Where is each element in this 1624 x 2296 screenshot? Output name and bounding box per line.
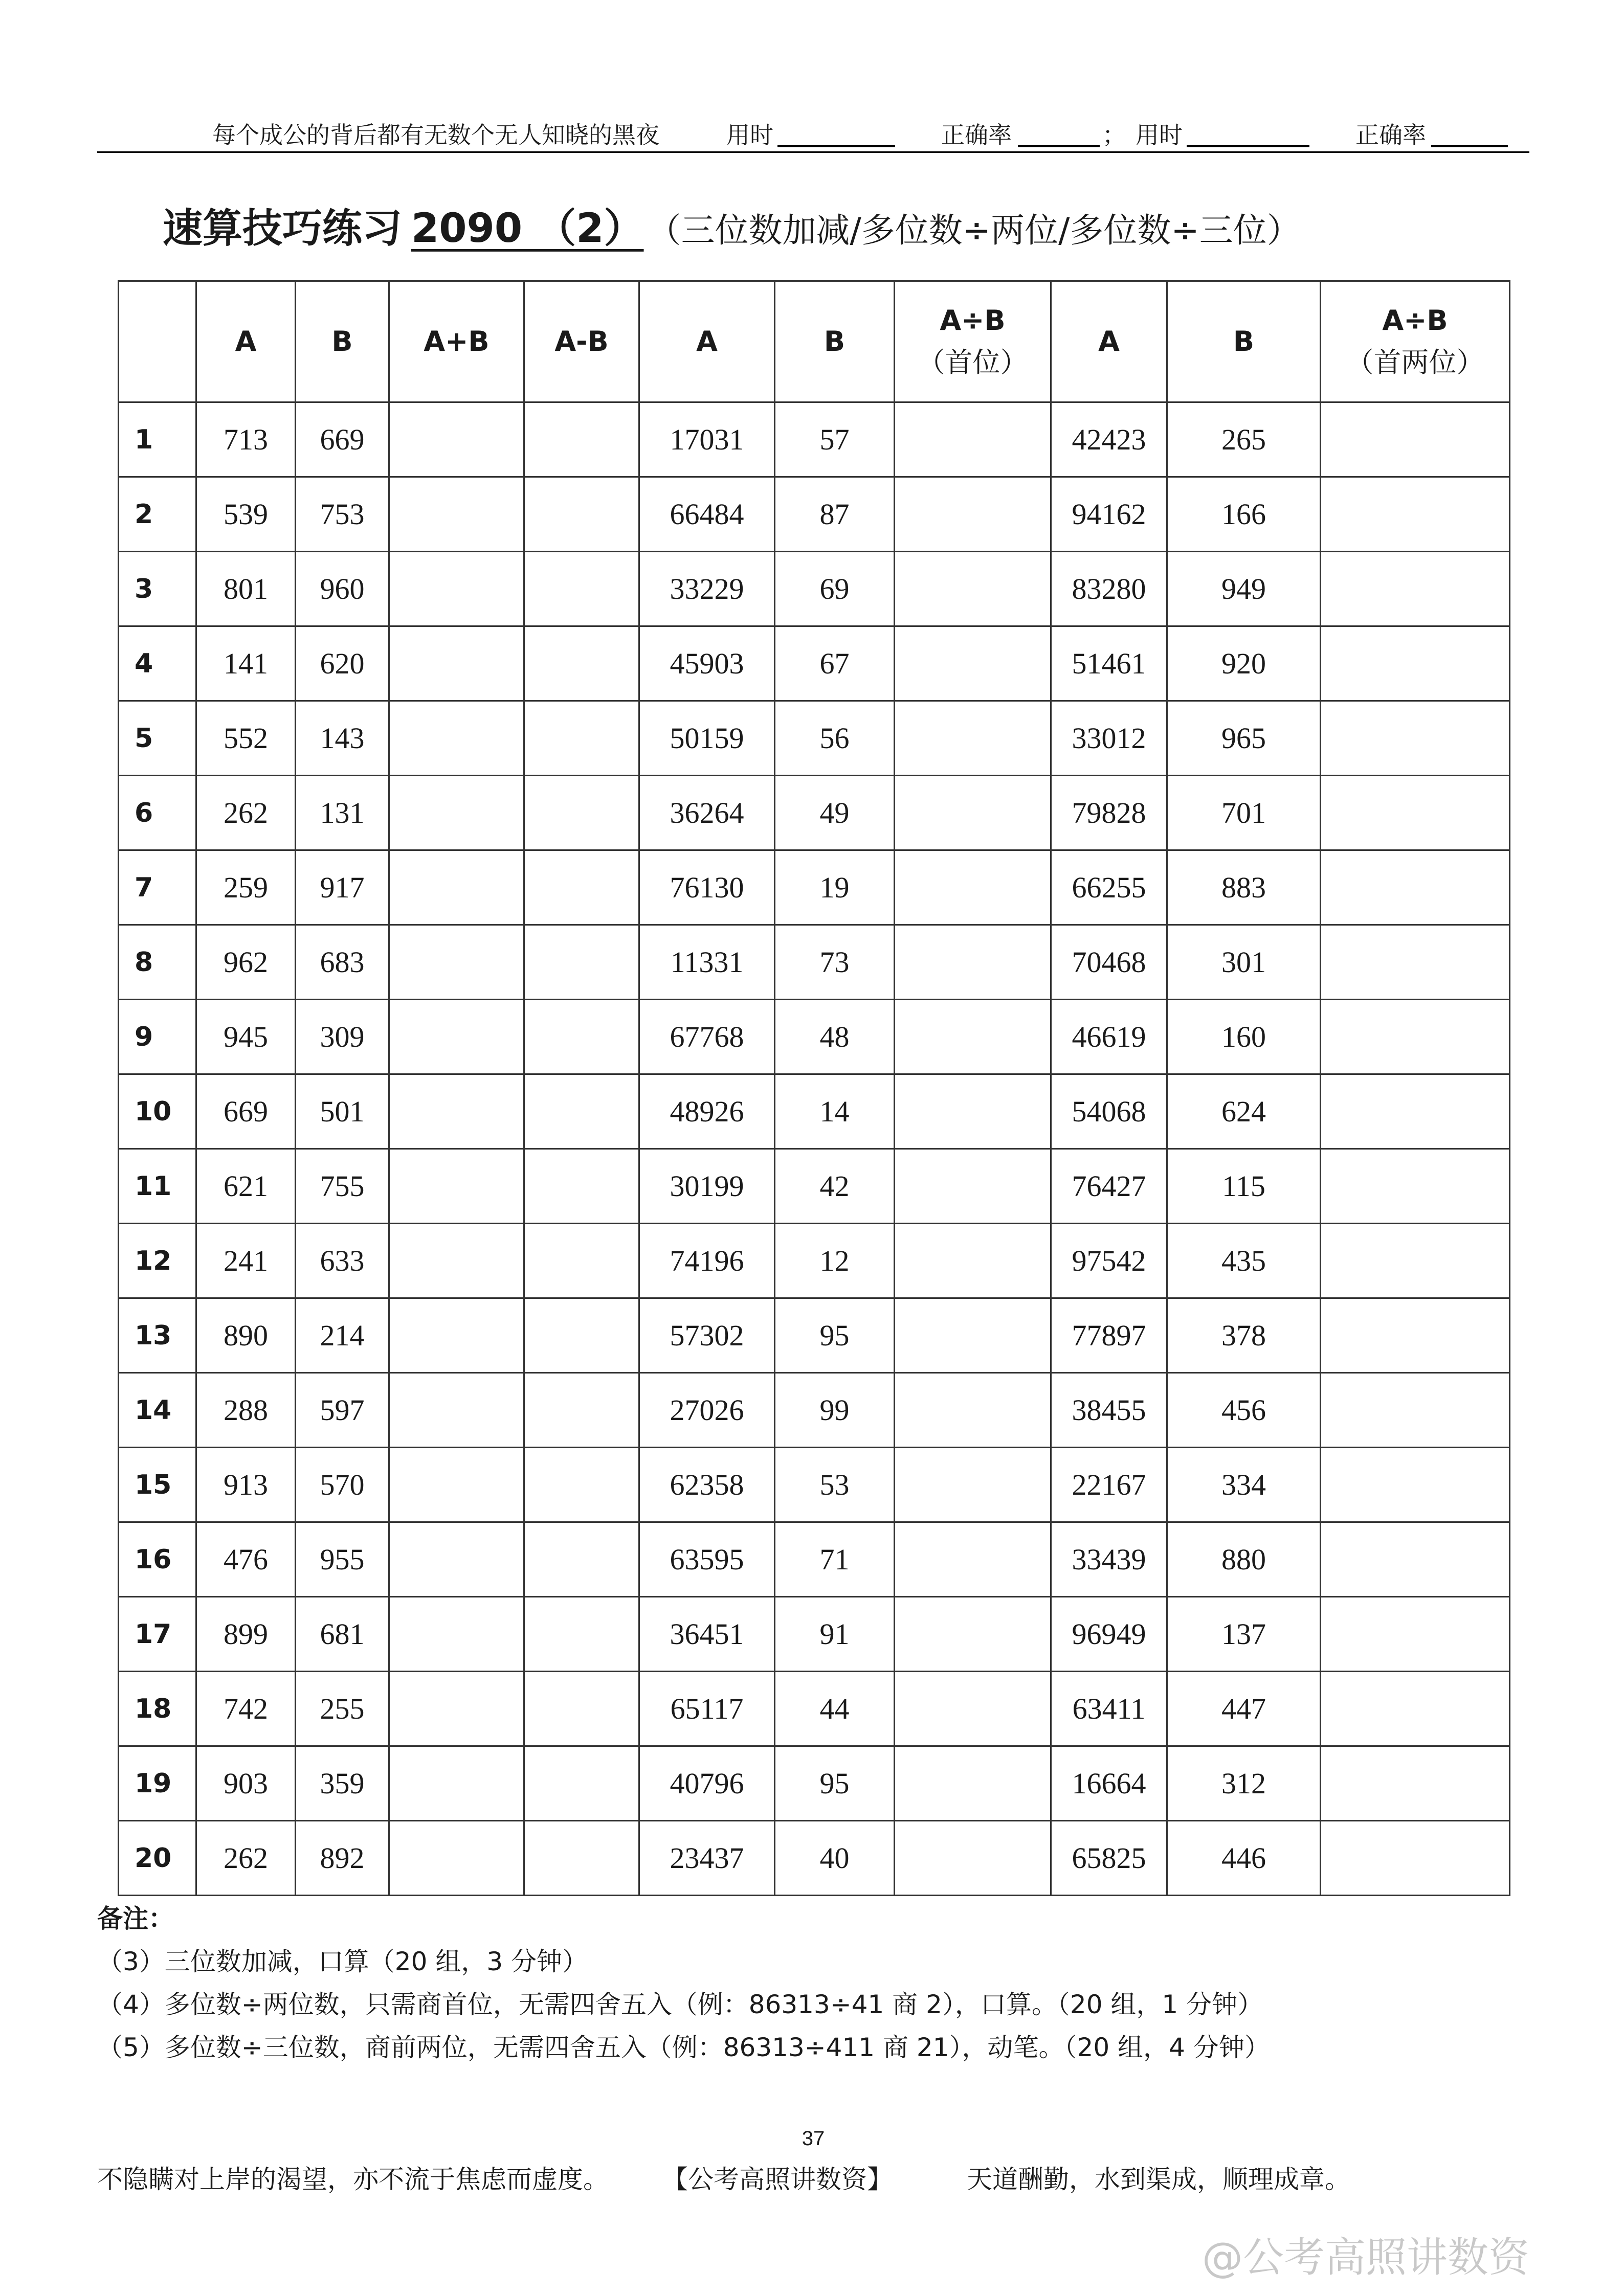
header-div1 [895,281,1051,402]
header-motto: 每个成公的背后都有无数个无人知晓的黑夜 [212,121,659,149]
cell-b1: 597 [296,1373,389,1448]
answer-div1-cell[interactable] [895,626,1051,701]
cell-b2: 40 [775,1821,895,1896]
cell-b3: 312 [1167,1746,1321,1821]
title-main: 速算技巧练习 [163,206,403,252]
cell-a3: 63411 [1051,1672,1167,1746]
cell-a2: 30199 [639,1149,775,1224]
cell-b2: 95 [775,1298,895,1373]
answer-sum-cell[interactable] [389,1522,524,1597]
cell-a3: 79828 [1051,776,1167,850]
cell-a2: 74196 [639,1224,775,1298]
header-div1-line2: （首位） [917,346,1028,378]
row-index: 4 [119,626,196,701]
header-div2-line1: A÷B [1382,304,1448,336]
row-index: 8 [119,925,196,1000]
answer-div2-cell[interactable] [1321,925,1510,1000]
cell-a3: 51461 [1051,626,1167,701]
cell-a3: 46619 [1051,1000,1167,1074]
cell-a1: 241 [196,1224,296,1298]
row-index: 12 [119,1224,196,1298]
cell-a3: 97542 [1051,1224,1167,1298]
table-row [119,1074,1510,1149]
header-a2: A [639,281,775,402]
cell-a2: 66484 [639,477,775,552]
table-row [119,1597,1510,1672]
cell-b2: 71 [775,1522,895,1597]
answer-diff-cell[interactable] [524,1522,639,1597]
table-row [119,1821,1510,1896]
cell-a3: 96949 [1051,1597,1167,1672]
row-index: 19 [119,1746,196,1821]
answer-sum-cell[interactable] [389,776,524,850]
answer-sum-cell[interactable] [389,1373,524,1448]
cell-b2: 56 [775,701,895,776]
table-row [119,477,1510,552]
accuracy-blank-2[interactable] [1431,145,1508,147]
cell-a2: 48926 [639,1074,775,1149]
answer-div2-cell[interactable] [1321,477,1510,552]
row-index: 20 [119,1821,196,1896]
header-div1-line1: A÷B [940,304,1006,336]
table-row [119,776,1510,850]
answer-diff-cell[interactable] [524,1000,639,1074]
cell-b1: 633 [296,1224,389,1298]
answer-div1-cell[interactable] [895,776,1051,850]
cell-a1: 476 [196,1522,296,1597]
table-body [119,402,1510,1896]
cell-a3: 77897 [1051,1298,1167,1373]
answer-div1-cell[interactable] [895,1746,1051,1821]
cell-a1: 801 [196,552,296,626]
cell-b3: 447 [1167,1672,1321,1746]
header-sum: A+B [389,281,524,402]
answer-div1-cell[interactable] [895,701,1051,776]
cell-b3: 115 [1167,1149,1321,1224]
answer-sum-cell[interactable] [389,1000,524,1074]
answer-sum-cell[interactable] [389,1821,524,1896]
answer-sum-cell[interactable] [389,1149,524,1224]
cell-b2: 12 [775,1224,895,1298]
cell-b1: 570 [296,1448,389,1522]
answer-sum-cell[interactable] [389,1074,524,1149]
page-header [97,114,1529,156]
answer-sum-cell[interactable] [389,701,524,776]
answer-div2-cell[interactable] [1321,1821,1510,1896]
answer-div2-cell[interactable] [1321,552,1510,626]
page-footer [97,2159,1529,2200]
cell-b3: 880 [1167,1522,1321,1597]
header-separator: ； [1102,121,1126,149]
answer-div2-cell[interactable] [1321,1000,1510,1074]
answer-div1-cell[interactable] [895,1522,1051,1597]
cell-b2: 87 [775,477,895,552]
answer-div2-cell[interactable] [1321,1597,1510,1672]
row-index: 14 [119,1373,196,1448]
cell-a1: 259 [196,850,296,925]
answer-sum-cell[interactable] [389,925,524,1000]
answer-div2-cell[interactable] [1321,1373,1510,1448]
answer-sum-cell[interactable] [389,1448,524,1522]
answer-diff-cell[interactable] [524,1746,639,1821]
answer-div2-cell[interactable] [1321,1522,1510,1597]
cell-a1: 552 [196,701,296,776]
answer-diff-cell[interactable] [524,701,639,776]
cell-b2: 57 [775,402,895,477]
cell-b2: 95 [775,1746,895,1821]
cell-b2: 73 [775,925,895,1000]
cell-b2: 69 [775,552,895,626]
cell-a2: 65117 [639,1672,775,1746]
header-rule [97,151,1529,153]
answer-div1-cell[interactable] [895,1597,1051,1672]
accuracy-label-1: 正确率 [941,121,1012,149]
cell-a1: 899 [196,1597,296,1672]
answer-div2-cell[interactable] [1321,776,1510,850]
cell-b3: 137 [1167,1597,1321,1672]
table-row [119,1522,1510,1597]
row-index: 11 [119,1149,196,1224]
title-number: 2090 （2） [411,206,644,252]
table-row [119,1000,1510,1074]
row-index: 17 [119,1597,196,1672]
header-index [119,281,196,402]
answer-div1-cell[interactable] [895,1074,1051,1149]
cell-b2: 19 [775,850,895,925]
cell-a3: 76427 [1051,1149,1167,1224]
cell-b3: 456 [1167,1373,1321,1448]
cell-b3: 334 [1167,1448,1321,1522]
cell-a1: 945 [196,1000,296,1074]
cell-b3: 446 [1167,1821,1321,1896]
cell-a1: 713 [196,402,296,477]
table-row [119,1448,1510,1522]
cell-b3: 949 [1167,552,1321,626]
title-subtitle: （三位数加减/多位数÷两位/多位数÷三位） [664,211,1301,250]
answer-sum-cell[interactable] [389,1597,524,1672]
cell-b1: 255 [296,1672,389,1746]
cell-b1: 917 [296,850,389,925]
footer-right: 天道酬勤，水到渠成，顺理成章。 [967,2165,1350,2194]
note-item: （3）三位数加减，口算（20 组，3 分钟） [97,1947,588,1976]
cell-a1: 903 [196,1746,296,1821]
cell-b3: 435 [1167,1224,1321,1298]
cell-a3: 83280 [1051,552,1167,626]
cell-b1: 683 [296,925,389,1000]
notes-label: 备注： [97,1904,174,1933]
answer-div2-cell[interactable] [1321,701,1510,776]
cell-b1: 501 [296,1074,389,1149]
cell-a2: 62358 [639,1448,775,1522]
cell-b1: 214 [296,1298,389,1373]
page-number: 37 [802,2127,825,2150]
answer-diff-cell[interactable] [524,1298,639,1373]
answer-sum-cell[interactable] [389,626,524,701]
cell-a3: 54068 [1051,1074,1167,1149]
answer-div2-cell[interactable] [1321,402,1510,477]
cell-b1: 131 [296,776,389,850]
answer-div2-cell[interactable] [1321,1224,1510,1298]
cell-b1: 681 [296,1597,389,1672]
answer-diff-cell[interactable] [524,477,639,552]
cell-a1: 669 [196,1074,296,1149]
answer-div2-cell[interactable] [1321,626,1510,701]
answer-sum-cell[interactable] [389,477,524,552]
answer-div1-cell[interactable] [895,1821,1051,1896]
cell-a1: 890 [196,1298,296,1373]
cell-b3: 701 [1167,776,1321,850]
cell-b3: 965 [1167,701,1321,776]
note-item: （5）多位数÷三位数，商前两位，无需四舍五入（例：86313÷411 商 21），动笔。（20 组，4 分钟） [97,2033,1270,2062]
answer-div1-cell[interactable] [895,925,1051,1000]
cell-a1: 913 [196,1448,296,1522]
answer-diff-cell[interactable] [524,1821,639,1896]
row-index: 1 [119,402,196,477]
answer-div2-cell[interactable] [1321,850,1510,925]
cell-a1: 262 [196,776,296,850]
header-b1: B [296,281,389,402]
row-index: 10 [119,1074,196,1149]
row-index: 7 [119,850,196,925]
answer-diff-cell[interactable] [524,1373,639,1448]
table-row [119,1746,1510,1821]
answer-diff-cell[interactable] [524,1448,639,1522]
cell-a1: 962 [196,925,296,1000]
answer-diff-cell[interactable] [524,1074,639,1149]
cell-b3: 624 [1167,1074,1321,1149]
row-index: 6 [119,776,196,850]
answer-div1-cell[interactable] [895,1000,1051,1074]
row-index: 3 [119,552,196,626]
cell-b2: 49 [775,776,895,850]
cell-a1: 141 [196,626,296,701]
cell-a3: 66255 [1051,850,1167,925]
cell-a3: 16664 [1051,1746,1167,1821]
cell-a1: 288 [196,1373,296,1448]
answer-div2-cell[interactable] [1321,1149,1510,1224]
cell-b1: 753 [296,477,389,552]
answer-sum-cell[interactable] [389,1746,524,1821]
cell-b2: 48 [775,1000,895,1074]
cell-b3: 378 [1167,1298,1321,1373]
cell-a2: 33229 [639,552,775,626]
answer-div1-cell[interactable] [895,1298,1051,1373]
cell-a3: 38455 [1051,1373,1167,1448]
cell-b2: 67 [775,626,895,701]
page-title [163,200,1301,257]
cell-b2: 44 [775,1672,895,1746]
answer-diff-cell[interactable] [524,1597,639,1672]
time-label-1: 用时 [726,121,773,149]
table-row [119,1224,1510,1298]
footer-left: 不隐瞒对上岸的渴望，亦不流于焦虑而虚度。 [97,2165,609,2194]
row-index: 15 [119,1448,196,1522]
cell-b3: 883 [1167,850,1321,925]
cell-b3: 301 [1167,925,1321,1000]
table-row [119,626,1510,701]
row-index: 16 [119,1522,196,1597]
cell-a1: 621 [196,1149,296,1224]
accuracy-blank-1[interactable] [1018,145,1100,147]
cell-b1: 309 [296,1000,389,1074]
cell-a3: 22167 [1051,1448,1167,1522]
answer-diff-cell[interactable] [524,850,639,925]
cell-b1: 359 [296,1746,389,1821]
row-index: 9 [119,1000,196,1074]
cell-a3: 94162 [1051,477,1167,552]
answer-div2-cell[interactable] [1321,1672,1510,1746]
answer-div1-cell[interactable] [895,850,1051,925]
cell-a3: 33012 [1051,701,1167,776]
row-index: 18 [119,1672,196,1746]
answer-sum-cell[interactable] [389,1224,524,1298]
accuracy-label-2: 正确率 [1355,121,1426,149]
answer-div1-cell[interactable] [895,1373,1051,1448]
cell-b3: 166 [1167,477,1321,552]
notes-section [97,1897,1540,2069]
cell-a2: 36451 [639,1597,775,1672]
answer-div2-cell[interactable] [1321,1074,1510,1149]
answer-sum-cell[interactable] [389,850,524,925]
header-a3: A [1051,281,1167,402]
cell-b3: 920 [1167,626,1321,701]
answer-diff-cell[interactable] [524,402,639,477]
note-item: （4）多位数÷两位数，只需商首位，无需四舍五入（例：86313÷41 商 2），口算。（20 组，1 分钟） [97,1990,1263,2019]
answer-div1-cell[interactable] [895,1149,1051,1224]
cell-b1: 669 [296,402,389,477]
cell-a1: 539 [196,477,296,552]
cell-b1: 755 [296,1149,389,1224]
cell-b2: 42 [775,1149,895,1224]
cell-b1: 892 [296,1821,389,1896]
table-header-row [119,281,1510,402]
answer-sum-cell[interactable] [389,552,524,626]
cell-b3: 160 [1167,1000,1321,1074]
table-row [119,1373,1510,1448]
answer-sum-cell[interactable] [389,1672,524,1746]
cell-a2: 45903 [639,626,775,701]
answer-div1-cell[interactable] [895,1672,1051,1746]
header-div2-line2: （首两位） [1346,346,1484,378]
cell-b2: 99 [775,1373,895,1448]
cell-b1: 143 [296,701,389,776]
cell-a2: 27026 [639,1373,775,1448]
cell-a2: 23437 [639,1821,775,1896]
row-index: 13 [119,1298,196,1373]
table-row [119,925,1510,1000]
answer-div1-cell[interactable] [895,477,1051,552]
answer-diff-cell[interactable] [524,626,639,701]
cell-b3: 265 [1167,402,1321,477]
header-a1: A [196,281,296,402]
cell-a2: 67768 [639,1000,775,1074]
cell-b1: 955 [296,1522,389,1597]
cell-a2: 57302 [639,1298,775,1373]
cell-a2: 11331 [639,925,775,1000]
cell-a2: 40796 [639,1746,775,1821]
table-row [119,1298,1510,1373]
watermark: @公考高照讲数资 [1202,2234,1529,2281]
answer-div2-cell[interactable] [1321,1746,1510,1821]
time-label-2: 用时 [1136,121,1183,149]
table-row [119,1149,1510,1224]
cell-a2: 50159 [639,701,775,776]
cell-a3: 70468 [1051,925,1167,1000]
cell-a3: 65825 [1051,1821,1167,1896]
cell-a1: 742 [196,1672,296,1746]
cell-a3: 33439 [1051,1522,1167,1597]
answer-diff-cell[interactable] [524,1149,639,1224]
table-row [119,701,1510,776]
answer-div2-cell[interactable] [1321,1448,1510,1522]
answer-diff-cell[interactable] [524,1224,639,1298]
cell-a1: 262 [196,1821,296,1896]
row-index: 2 [119,477,196,552]
header-div2 [1321,281,1510,402]
answer-diff-cell[interactable] [524,925,639,1000]
time-blank-2[interactable] [1187,145,1309,147]
cell-a2: 17031 [639,402,775,477]
time-blank-1[interactable] [777,145,895,147]
practice-table [118,280,1510,1896]
answer-div1-cell[interactable] [895,402,1051,477]
answer-div1-cell[interactable] [895,1448,1051,1522]
header-b2: B [775,281,895,402]
answer-sum-cell[interactable] [389,1298,524,1373]
table-row [119,552,1510,626]
answer-div2-cell[interactable] [1321,1298,1510,1373]
header-diff: A-B [524,281,639,402]
cell-b2: 91 [775,1597,895,1672]
table-row [119,1672,1510,1746]
answer-div1-cell[interactable] [895,1224,1051,1298]
answer-diff-cell[interactable] [524,776,639,850]
cell-a2: 76130 [639,850,775,925]
cell-b1: 620 [296,626,389,701]
cell-a3: 42423 [1051,402,1167,477]
table-row [119,850,1510,925]
header-b3: B [1167,281,1321,402]
answer-diff-cell[interactable] [524,552,639,626]
answer-diff-cell[interactable] [524,1672,639,1746]
cell-b1: 960 [296,552,389,626]
cell-a2: 36264 [639,776,775,850]
answer-sum-cell[interactable] [389,402,524,477]
row-index: 5 [119,701,196,776]
answer-div1-cell[interactable] [895,552,1051,626]
table-row [119,402,1510,477]
footer-center: 【公考高照讲数资】 [662,2165,893,2194]
cell-b2: 14 [775,1074,895,1149]
cell-a2: 63595 [639,1522,775,1597]
cell-b2: 53 [775,1448,895,1522]
